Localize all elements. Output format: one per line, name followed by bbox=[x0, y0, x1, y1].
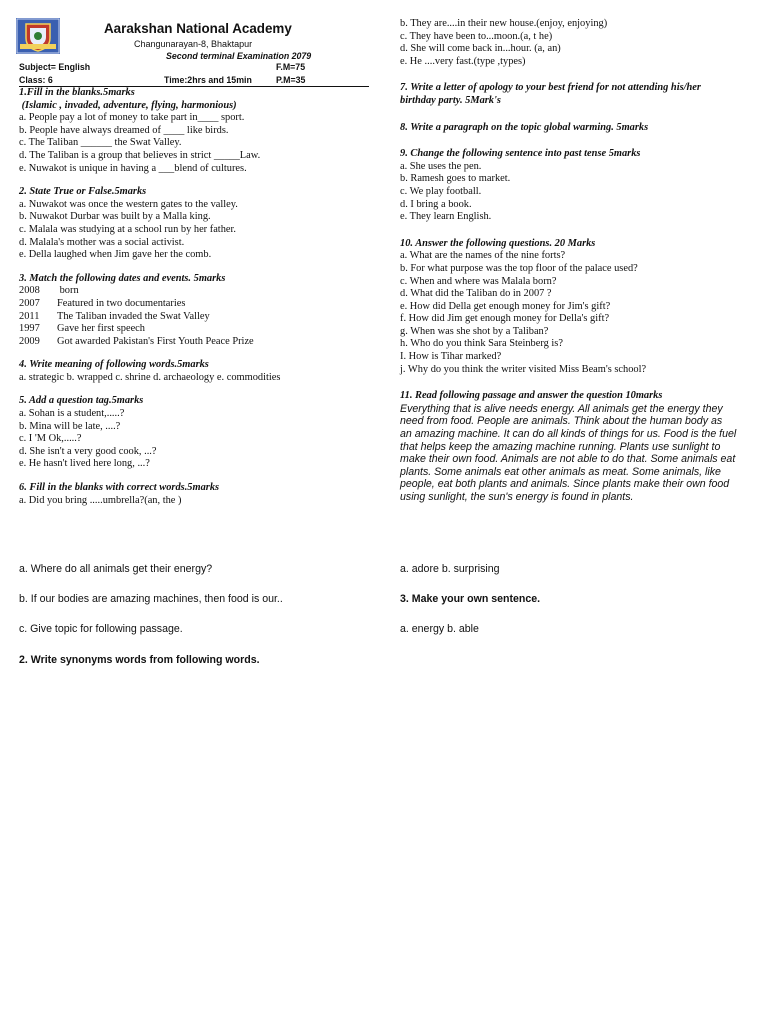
match-event: born bbox=[57, 285, 79, 297]
list-item: c. I 'M Ok,.....? bbox=[19, 433, 82, 445]
match-row bbox=[19, 336, 369, 349]
list-item: d. She will come back in...hour. (a, an) bbox=[400, 43, 561, 55]
question-11 bbox=[400, 390, 750, 503]
list-item: a. Sohan is a student,.....? bbox=[19, 408, 125, 420]
match-year: 2011 bbox=[19, 310, 40, 322]
school-logo bbox=[16, 18, 60, 54]
q8-title: 8. Write a paragraph on the topic global warming. 5marks bbox=[400, 121, 649, 133]
list-item: b. For what purpose was the top floor of the palace used? bbox=[400, 262, 638, 274]
q4-title: 4. Write meaning of following words.5marks bbox=[19, 359, 209, 371]
question-9 bbox=[400, 148, 750, 224]
question-3 bbox=[19, 273, 369, 349]
passage-line: make their own food. Animals are not able to do that. Some animals eat bbox=[400, 453, 736, 466]
list-item: a. Did you bring .....umbrella?(an, the ) bbox=[19, 494, 182, 506]
q2-title: 2. State True or False.5marks bbox=[19, 186, 147, 198]
match-event: Got awarded Pakistan's First Youth Peace Prize bbox=[57, 335, 254, 347]
class-label: Class: 6 bbox=[19, 75, 53, 85]
passage-line: Everything that is alive needs energy. All animals get the energy they bbox=[400, 402, 723, 415]
list-item: e. He hasn't lived here long, ...? bbox=[19, 458, 150, 470]
question-2 bbox=[19, 186, 369, 262]
list-item: b. Nuwakot Durbar was built by a Malla king. bbox=[19, 211, 211, 223]
question-1 bbox=[19, 87, 369, 175]
passage-line: an amazing machine. It can do all kinds of things for us. Food is the fuel bbox=[400, 428, 737, 441]
q1-title: 1.Fill in the blanks.5marks bbox=[19, 87, 135, 98]
match-row bbox=[19, 323, 369, 336]
list-item: d. The Taliban is a group that believes in strict _____Law. bbox=[19, 149, 261, 161]
match-event: The Taliban invaded the Swat Valley bbox=[57, 310, 210, 322]
passage-line: people, eat both plants and animals. Since plants make their own food bbox=[400, 478, 730, 491]
match-event: Gave her first speech bbox=[57, 323, 145, 335]
passage-question-c: c. Give topic for following passage. bbox=[19, 623, 183, 635]
list-item: j. Why do you think the writer visited Miss Beam's school? bbox=[400, 363, 647, 375]
school-address: Changunarayan-8, Bhaktapur bbox=[134, 39, 253, 49]
passage-line: need from food. People are animals. Think about the human body as bbox=[400, 415, 723, 428]
q1-word-bank: (Islamic , invaded, adventure, flying, harmonious) bbox=[19, 99, 237, 111]
list-item: c. They have been to...moon.(a, t he) bbox=[400, 30, 553, 42]
match-event: Featured in two documentaries bbox=[57, 297, 186, 309]
passage-question-b: b. If our bodies are amazing machines, then food is our.. bbox=[19, 593, 283, 605]
passage-question-a: a. Where do all animals get their energy? bbox=[19, 563, 213, 575]
q6-title: 6. Fill in the blanks with correct words.5marks bbox=[19, 482, 220, 494]
pass-marks: P.M=35 bbox=[276, 75, 306, 85]
list-item: a. She uses the pen. bbox=[400, 160, 482, 172]
list-item: d. She isn't a very good cook, ...? bbox=[19, 445, 157, 457]
full-marks: F.M=75 bbox=[276, 62, 306, 72]
match-year: 2007 bbox=[19, 297, 40, 309]
list-item: e. How did Della get enough money for Jim's gift? bbox=[400, 300, 611, 312]
list-item: c. We play football. bbox=[400, 185, 482, 197]
question-6 bbox=[19, 482, 369, 507]
list-item: e. He ....very fast.(type ,types) bbox=[400, 55, 526, 67]
passage-line: that helps keep the amazing machine running. Plants use sunlight to bbox=[400, 440, 721, 453]
list-item: a. Nuwakot was once the western gates to the valley. bbox=[19, 198, 238, 210]
list-item: b. Mina will be late, ....? bbox=[19, 420, 121, 432]
q10-title: 10. Answer the following questions. 20 Marks bbox=[400, 237, 596, 249]
question-5 bbox=[19, 395, 369, 471]
list-item: d. I bring a book. bbox=[400, 198, 472, 210]
list-item: h. Who do you think Sara Steinberg is? bbox=[400, 338, 563, 350]
passage-line: using sunlight, the sun's energy is found in plants. bbox=[400, 491, 634, 503]
q7-title: 7. Write a letter of apology to your best friend for not attending his/her bbox=[400, 82, 701, 94]
q7-title-cont: birthday party. 5Mark's bbox=[400, 94, 501, 106]
reading-passage bbox=[400, 403, 750, 504]
q11-title: 11. Read following passage and answer the question 10marks bbox=[400, 390, 663, 402]
passage-line: plants. Some animals eat other animals as meat. Some animals, like bbox=[400, 465, 721, 478]
match-row bbox=[19, 311, 369, 324]
list-item: g. When was she shot by a Taliban? bbox=[400, 325, 549, 337]
question-4 bbox=[19, 359, 369, 384]
list-item: a. What are the names of the nine forts? bbox=[400, 250, 566, 262]
subject-label: Subject= English bbox=[19, 62, 91, 72]
list-item: f. How did Jim get enough money for Della's gift? bbox=[400, 313, 610, 325]
list-item: c. When and where was Malala born? bbox=[400, 275, 557, 287]
list-item: I. How is Tihar marked? bbox=[400, 351, 502, 363]
list-item: e. Della laughed when Jim gave her the comb. bbox=[19, 249, 212, 261]
list-item: e. They learn English. bbox=[400, 211, 492, 223]
match-year: 2008 bbox=[19, 285, 40, 297]
question-7 bbox=[400, 82, 750, 107]
list-item: d. Malala's mother was a social activist. bbox=[19, 236, 185, 248]
match-row bbox=[19, 298, 369, 311]
time-label: Time:2hrs and 15min bbox=[164, 75, 252, 85]
list-item: b. People have always dreamed of ____ like birds. bbox=[19, 124, 229, 136]
match-row bbox=[19, 285, 369, 298]
question-10 bbox=[400, 238, 750, 377]
list-item: e. Nuwakot is unique in having a ___blend of cultures. bbox=[19, 162, 247, 174]
q4-words: a. strategic b. wrapped c. shrine d. archaeology e. commodities bbox=[19, 371, 281, 383]
question-6-continued bbox=[400, 18, 750, 68]
right-column bbox=[400, 18, 750, 504]
synonyms-title: 2. Write synonyms words from following words. bbox=[19, 654, 260, 666]
list-item: a. People pay a lot of money to take part in____ sport. bbox=[19, 112, 245, 124]
match-year: 2009 bbox=[19, 335, 40, 347]
list-item: b. Ramesh goes to market. bbox=[400, 173, 511, 185]
list-item: c. The Taliban ______ the Swat Valley. bbox=[19, 137, 182, 149]
list-item: b. They are....in their new house.(enjoy, enjoying) bbox=[400, 18, 608, 29]
left-column bbox=[19, 87, 369, 507]
synonym-words: a. adore b. surprising bbox=[400, 563, 500, 575]
exam-title: Second terminal Examination 2079 bbox=[166, 51, 312, 61]
make-sentence-title: 3. Make your own sentence. bbox=[400, 593, 541, 605]
make-sentence-words: a. energy b. able bbox=[400, 623, 479, 635]
list-item: c. Malala was studying at a school run by her father. bbox=[19, 223, 236, 235]
q3-title: 3. Match the following dates and events. 5marks bbox=[19, 272, 226, 284]
q5-title: 5. Add a question tag.5marks bbox=[19, 395, 144, 407]
match-year: 1997 bbox=[19, 323, 40, 335]
q9-title: 9. Change the following sentence into past tense 5marks bbox=[400, 148, 641, 160]
school-name: Aarakshan National Academy bbox=[104, 21, 292, 36]
list-item: d. What did the Taliban do in 2007 ? bbox=[400, 288, 552, 300]
question-8 bbox=[400, 122, 750, 135]
